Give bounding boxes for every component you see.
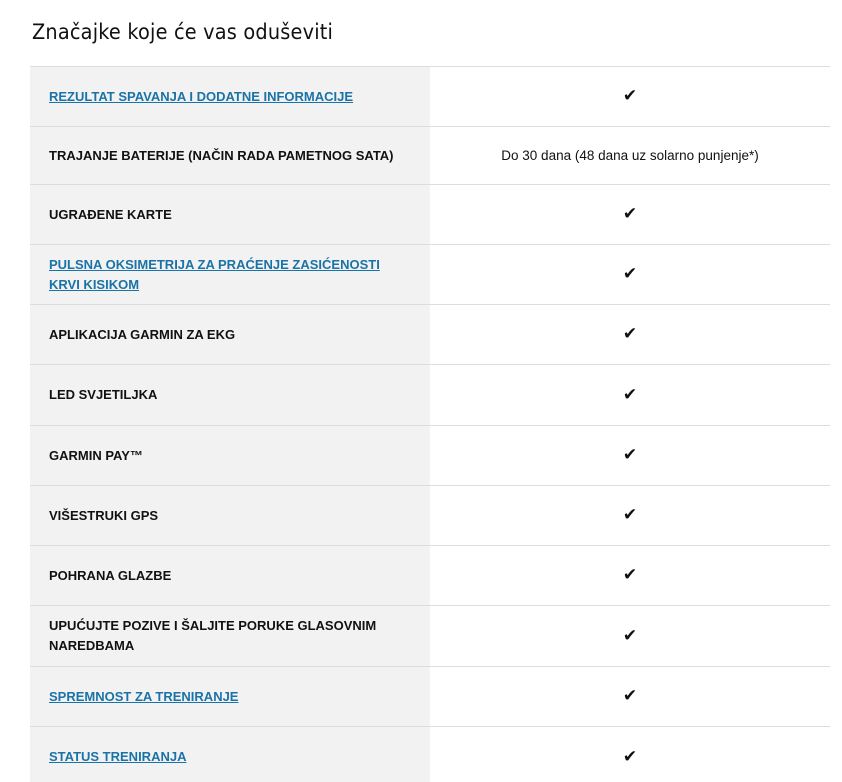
feature-label-voice-calls: UPUĆUJTE POZIVE I ŠALJITE PORUKE GLASOVNIM NAREDBAMA — [49, 618, 377, 653]
checkmark-icon: ✔ — [622, 505, 638, 525]
feature-label-music: POHRANA GLAZBE — [49, 567, 172, 583]
feature-value-cell — [430, 127, 830, 184]
feature-label-cell — [30, 727, 430, 782]
feature-link-pulse-ox[interactable]: PULSNA OKSIMETRIJA ZA PRAĆENJE ZASIĆENOSTI KRVI KISIKOM — [49, 256, 380, 292]
checkmark-icon: ✔ — [622, 746, 638, 767]
checkmark-icon: ✔ — [622, 686, 638, 706]
checkmark-icon: ✔ — [622, 264, 638, 284]
feature-label-cell — [30, 67, 430, 126]
checkmark-icon: ✔ — [622, 86, 638, 106]
checkmark-icon: ✔ — [622, 204, 638, 224]
battery-life-value: Do 30 dana (48 dana uz solarno punjenje*) — [501, 148, 759, 163]
table-row — [30, 67, 830, 127]
feature-label-cell — [30, 365, 430, 425]
feature-value-cell — [430, 67, 830, 126]
checkmark-icon: ✔ — [622, 324, 638, 344]
table-row — [30, 185, 830, 245]
checkmark-icon: ✔ — [622, 625, 638, 646]
feature-label-cell — [30, 185, 430, 244]
feature-label-battery: TRAJANJE BATERIJE (NAČIN RADA PAMETNOG SATA) — [49, 147, 394, 163]
feature-label-gps: VIŠESTRUKI GPS — [49, 507, 159, 523]
table-row — [30, 365, 830, 426]
table-row — [30, 667, 830, 727]
table-row — [30, 127, 830, 185]
table-row — [30, 546, 830, 606]
feature-value-cell — [430, 486, 830, 545]
feature-link-training-readiness[interactable]: SPREMNOST ZA TRENIRANJE — [49, 688, 239, 704]
checkmark-icon: ✔ — [622, 445, 638, 465]
feature-value-cell — [430, 727, 830, 782]
feature-label-cell — [30, 667, 430, 726]
table-row — [30, 727, 830, 782]
feature-link-training-status[interactable]: STATUS TRENIRANJA — [49, 749, 187, 764]
feature-label-cell — [30, 486, 430, 545]
feature-label-cell — [30, 305, 430, 364]
feature-value-cell — [430, 305, 830, 364]
feature-label-ecg: APLIKACIJA GARMIN ZA EKG — [49, 326, 236, 342]
feature-value-cell — [430, 365, 830, 425]
feature-value-cell — [430, 667, 830, 726]
page-title: Značajke koje će vas oduševiti — [32, 20, 334, 44]
table-row — [30, 606, 830, 667]
feature-value-cell — [430, 245, 830, 304]
feature-label-led: LED SVJETILJKA — [49, 387, 158, 402]
table-row — [30, 426, 830, 486]
table-row — [30, 305, 830, 365]
table-row — [30, 245, 830, 305]
checkmark-icon: ✔ — [622, 384, 638, 405]
feature-label-cell — [30, 546, 430, 605]
feature-value-cell — [430, 426, 830, 485]
feature-label-cell — [30, 426, 430, 485]
feature-value-cell — [430, 546, 830, 605]
feature-value-cell — [430, 606, 830, 666]
checkmark-icon: ✔ — [622, 565, 638, 585]
feature-label-cell — [30, 127, 430, 184]
feature-label-maps: UGRAĐENE KARTE — [49, 206, 172, 222]
feature-label-cell — [30, 245, 430, 304]
feature-label-garmin-pay: GARMIN PAY™ — [49, 447, 143, 463]
feature-link-sleep-score[interactable]: REZULTAT SPAVANJA I DODATNE INFORMACIJE — [49, 88, 354, 104]
features-table — [30, 66, 830, 782]
feature-value-cell — [430, 185, 830, 244]
table-row — [30, 486, 830, 546]
feature-label-cell — [30, 606, 430, 666]
